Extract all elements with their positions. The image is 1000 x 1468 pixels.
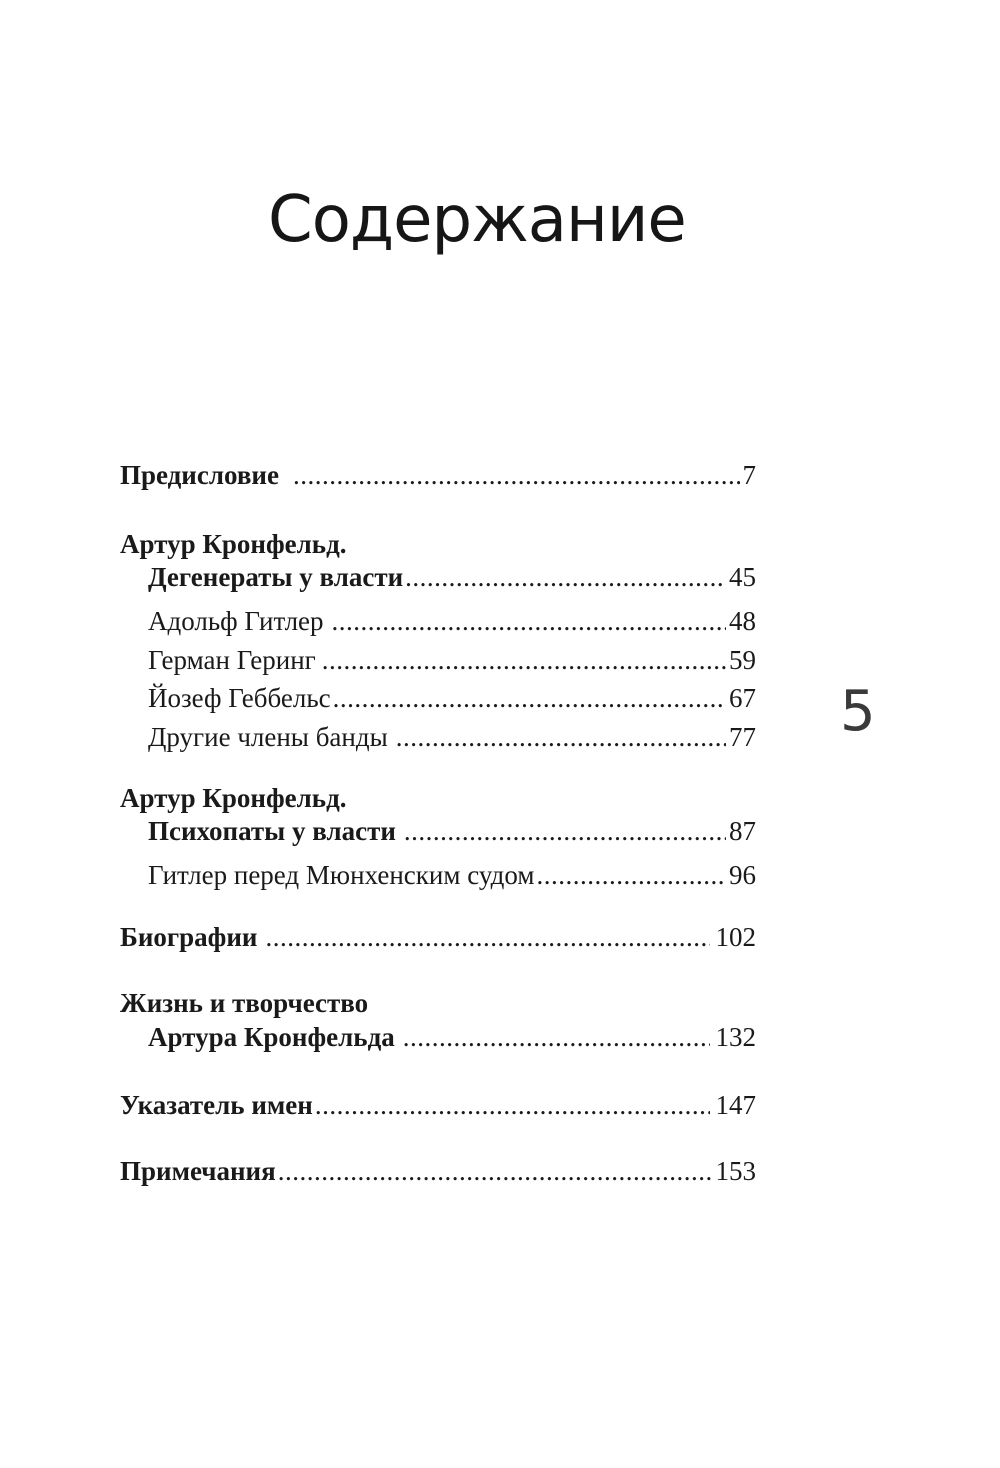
toc-entry-page: 59	[729, 645, 756, 675]
toc-section-author: Артур Кронфельд.	[120, 783, 347, 813]
dot-leader	[396, 724, 726, 751]
toc-subentry[interactable]	[148, 724, 756, 751]
dot-leader	[265, 924, 709, 951]
dot-leader	[536, 862, 726, 889]
toc-subentry[interactable]	[148, 647, 756, 674]
toc-subentry[interactable]	[148, 685, 756, 712]
toc-section-author: Артур Кронфельд.	[120, 529, 347, 559]
toc-entry-label: Примечания	[120, 1156, 276, 1186]
toc-entry-page: 77	[729, 722, 756, 752]
toc-entry-label: Адольф Гитлер	[148, 606, 324, 636]
toc-entry-section1[interactable]	[148, 564, 756, 591]
toc-entry-label: Йозеф Геббельс	[148, 683, 331, 713]
page-number: 5	[840, 679, 876, 744]
toc-entry-label: Артура Кронфельда	[148, 1022, 395, 1052]
dot-leader	[403, 1024, 710, 1051]
dot-leader	[333, 685, 726, 712]
toc-entry-label: Дегенераты у власти	[148, 562, 404, 592]
toc-entry-biographies[interactable]	[120, 924, 756, 951]
toc-entry-page: 45	[729, 562, 756, 592]
toc-entry-label: Герман Геринг	[148, 645, 316, 675]
dot-leader	[293, 462, 740, 489]
toc-entry-life[interactable]	[148, 1024, 756, 1051]
toc-entry-page: 96	[729, 860, 756, 890]
toc-subentry[interactable]	[148, 608, 756, 635]
toc-entry-page: 147	[715, 1090, 756, 1120]
toc-entry-section2[interactable]	[148, 818, 756, 845]
toc-entry-label: Психопаты у власти	[148, 816, 396, 846]
dot-leader	[404, 818, 726, 845]
toc-entry-page: 87	[729, 816, 756, 846]
toc-entry-label: Указатель имен	[120, 1090, 313, 1120]
dot-leader	[332, 608, 726, 635]
dot-leader	[405, 564, 726, 591]
toc-entry-label: Биографии	[120, 922, 258, 952]
toc-entry-label: Другие члены банды	[148, 722, 388, 752]
toc-entry-label: Предисловие	[120, 460, 279, 490]
page-title: Содержание	[268, 183, 686, 257]
toc-section-heading: Жизнь и творчество	[120, 988, 369, 1018]
dot-leader	[278, 1158, 713, 1185]
toc-entry-page: 7	[742, 460, 756, 490]
toc-entry-page: 48	[729, 606, 756, 636]
toc-entry-index[interactable]	[120, 1092, 756, 1119]
toc-entry-label: Гитлер перед Мюнхенским судом	[148, 860, 535, 890]
toc-entry-notes[interactable]	[120, 1158, 756, 1185]
toc-entry-page: 132	[715, 1022, 756, 1052]
dot-leader	[315, 1092, 710, 1119]
toc-entry-preface[interactable]	[120, 462, 756, 489]
dot-leader	[322, 647, 726, 674]
toc-entry-page: 67	[729, 683, 756, 713]
toc-subentry[interactable]	[148, 862, 756, 889]
toc-entry-page: 153	[715, 1156, 756, 1186]
toc-entry-page: 102	[715, 922, 756, 952]
